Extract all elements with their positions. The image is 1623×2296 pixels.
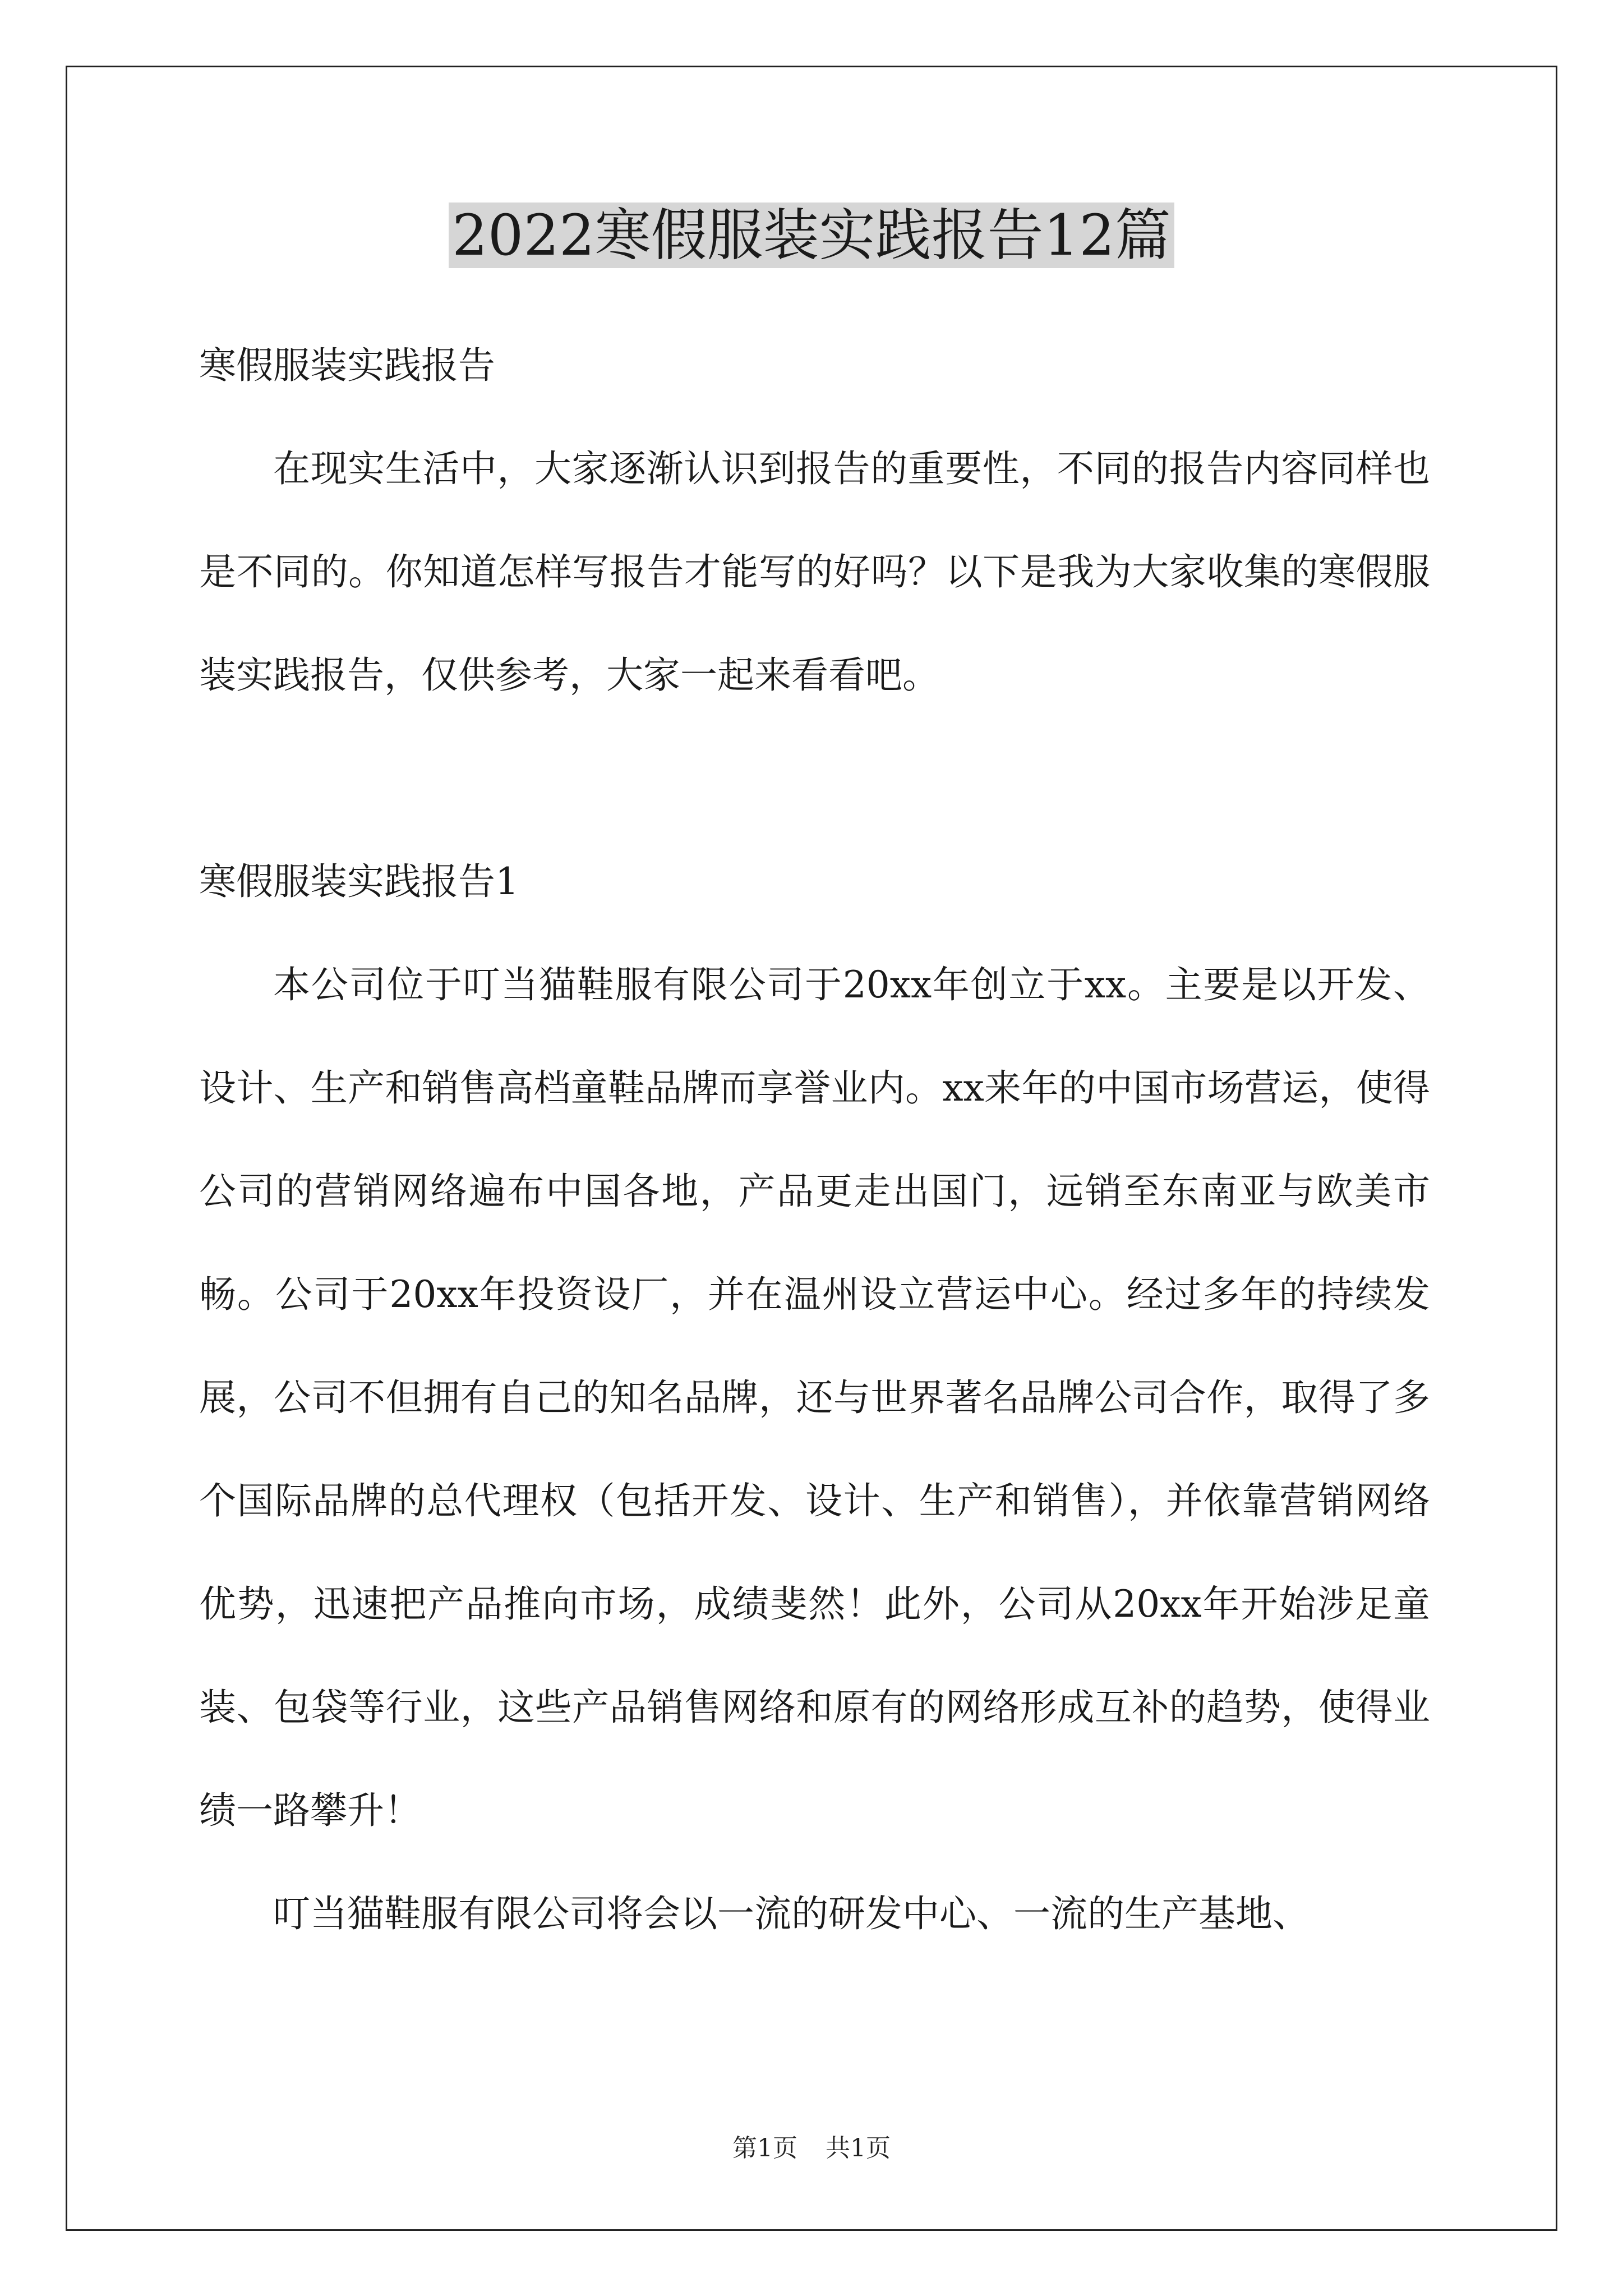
section-spacer [199, 727, 1430, 830]
intro-paragraph: 在现实生活中，大家逐渐认识到报告的重要性，不同的报告内容同样也是不同的。你知道怎样写报告才能写的好吗？以下是我为大家收集的寒假服装实践报告，仅供参考，大家一起来看看吧。 [199, 447, 1430, 697]
document-body [199, 314, 1430, 1966]
page-footer [0, 2132, 1623, 2165]
section-1-paragraph-1: 本公司位于叮当猫鞋服有限公司于20xx年创立于xx。主要是以开发、设计、生产和销售高档童鞋品牌而享誉业内。xx来年的中国市场营运，使得公司的营销网络遍布中国各地，产品更走出国门，远销至东南亚与欧美市畅。公司于20xx年投资设厂，并在温州设立营运中心。经过多年的持续发展，公司不但拥有自己的知名品牌，还与世界著名品牌公司合作，取得了多个国际品牌的总代理权（包括开发、设计、生产和销售），并依靠营销网络优势，迅速把产品推向市场，成绩斐然！此外，公司从20xx年开始涉足童装、包袋等行业，这些产品销售网络和原有的网络形成互补的趋势，使得业绩一路攀升！ [199, 963, 1430, 1832]
document-title-text: 2022寒假服装实践报告12篇 [449, 203, 1174, 268]
document-title [0, 196, 1623, 275]
page-number-total: 共1页 [826, 2134, 891, 2162]
page-number-current: 第1页 [732, 2134, 797, 2162]
intro-heading: 寒假服装实践报告 [199, 344, 495, 387]
section-1-paragraph-2: 叮当猫鞋服有限公司将会以一流的研发中心、一流的生产基地、 [273, 1892, 1310, 1935]
section-1-heading: 寒假服装实践报告1 [199, 860, 519, 903]
